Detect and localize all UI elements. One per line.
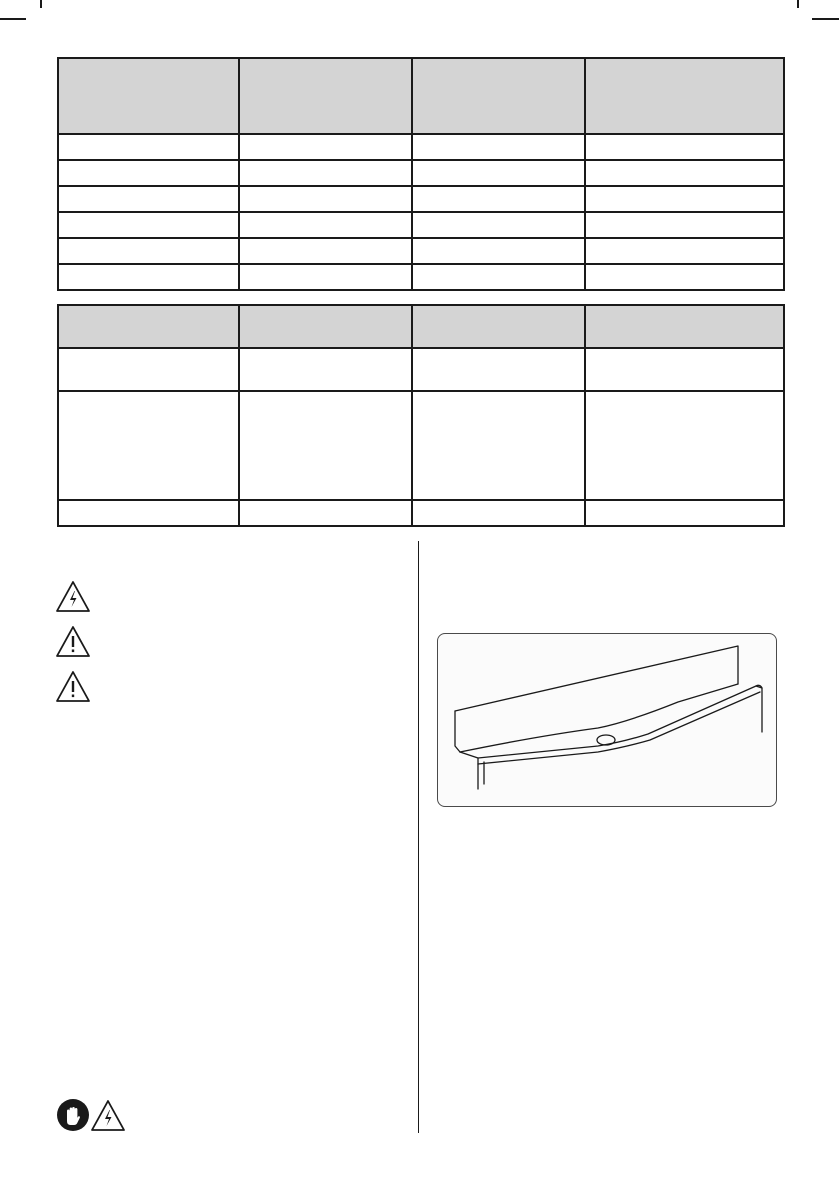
table-cell (239, 134, 412, 160)
table-cell (585, 238, 784, 264)
table-cell (58, 391, 239, 500)
table-cell (239, 212, 412, 238)
crop-mark-right-horizontal (812, 18, 839, 20)
specification-table-1 (57, 57, 785, 291)
table-row (58, 238, 784, 264)
table-cell (239, 500, 412, 526)
header-cell (412, 58, 585, 134)
table-cell (585, 186, 784, 212)
table-cell (58, 348, 239, 391)
table-cell (239, 160, 412, 186)
table-cell (58, 264, 239, 290)
table-cell (239, 186, 412, 212)
table-cell (585, 134, 784, 160)
table-cell (412, 212, 585, 238)
header-cell (58, 58, 239, 134)
specification-table-2 (57, 304, 785, 527)
column-divider (418, 541, 419, 1133)
table-row (58, 212, 784, 238)
table-cell (412, 160, 585, 186)
electric-shock-warning-icon (55, 580, 91, 613)
header-cell (239, 58, 412, 134)
header-cell (58, 305, 239, 348)
table-cell (58, 500, 239, 526)
header-cell (585, 58, 784, 134)
table-cell (58, 186, 239, 212)
table-cell (585, 212, 784, 238)
table-row (58, 186, 784, 212)
caution-exclamation-icon (55, 670, 91, 703)
table-cell (412, 238, 585, 264)
table-cell (239, 238, 412, 264)
crop-mark-right-vertical (797, 0, 799, 8)
caution-exclamation-icon (55, 625, 91, 658)
table-cell (412, 500, 585, 526)
crop-mark-left-horizontal (0, 18, 26, 20)
header-cell (585, 305, 784, 348)
table-cell (239, 264, 412, 290)
table-cell (412, 134, 585, 160)
table-cell (585, 391, 784, 500)
table-cell (239, 391, 412, 500)
table-cell (412, 186, 585, 212)
table-row (58, 391, 784, 500)
table-cell (585, 264, 784, 290)
table-cell (412, 391, 585, 500)
table-row (58, 500, 784, 526)
table-cell (585, 500, 784, 526)
table-row (58, 264, 784, 290)
electric-shock-warning-icon (90, 1099, 126, 1132)
table-cell (58, 238, 239, 264)
crop-mark-left-vertical (40, 0, 42, 8)
table-cell (58, 160, 239, 186)
table-cell (412, 264, 585, 290)
table-cell (412, 348, 585, 391)
table-row (58, 134, 784, 160)
drip-tray-illustration (438, 634, 776, 806)
table-row (58, 160, 784, 186)
table-cell (239, 348, 412, 391)
header-cell (412, 305, 585, 348)
table-header-row (58, 58, 784, 134)
hand-stop-icon (56, 1098, 90, 1132)
table-header-row (58, 305, 784, 348)
table-row (58, 348, 784, 391)
header-cell (239, 305, 412, 348)
table-cell (58, 212, 239, 238)
drip-tray-figure (437, 633, 777, 807)
table-cell (58, 134, 239, 160)
table-cell (585, 348, 784, 391)
table-cell (585, 160, 784, 186)
